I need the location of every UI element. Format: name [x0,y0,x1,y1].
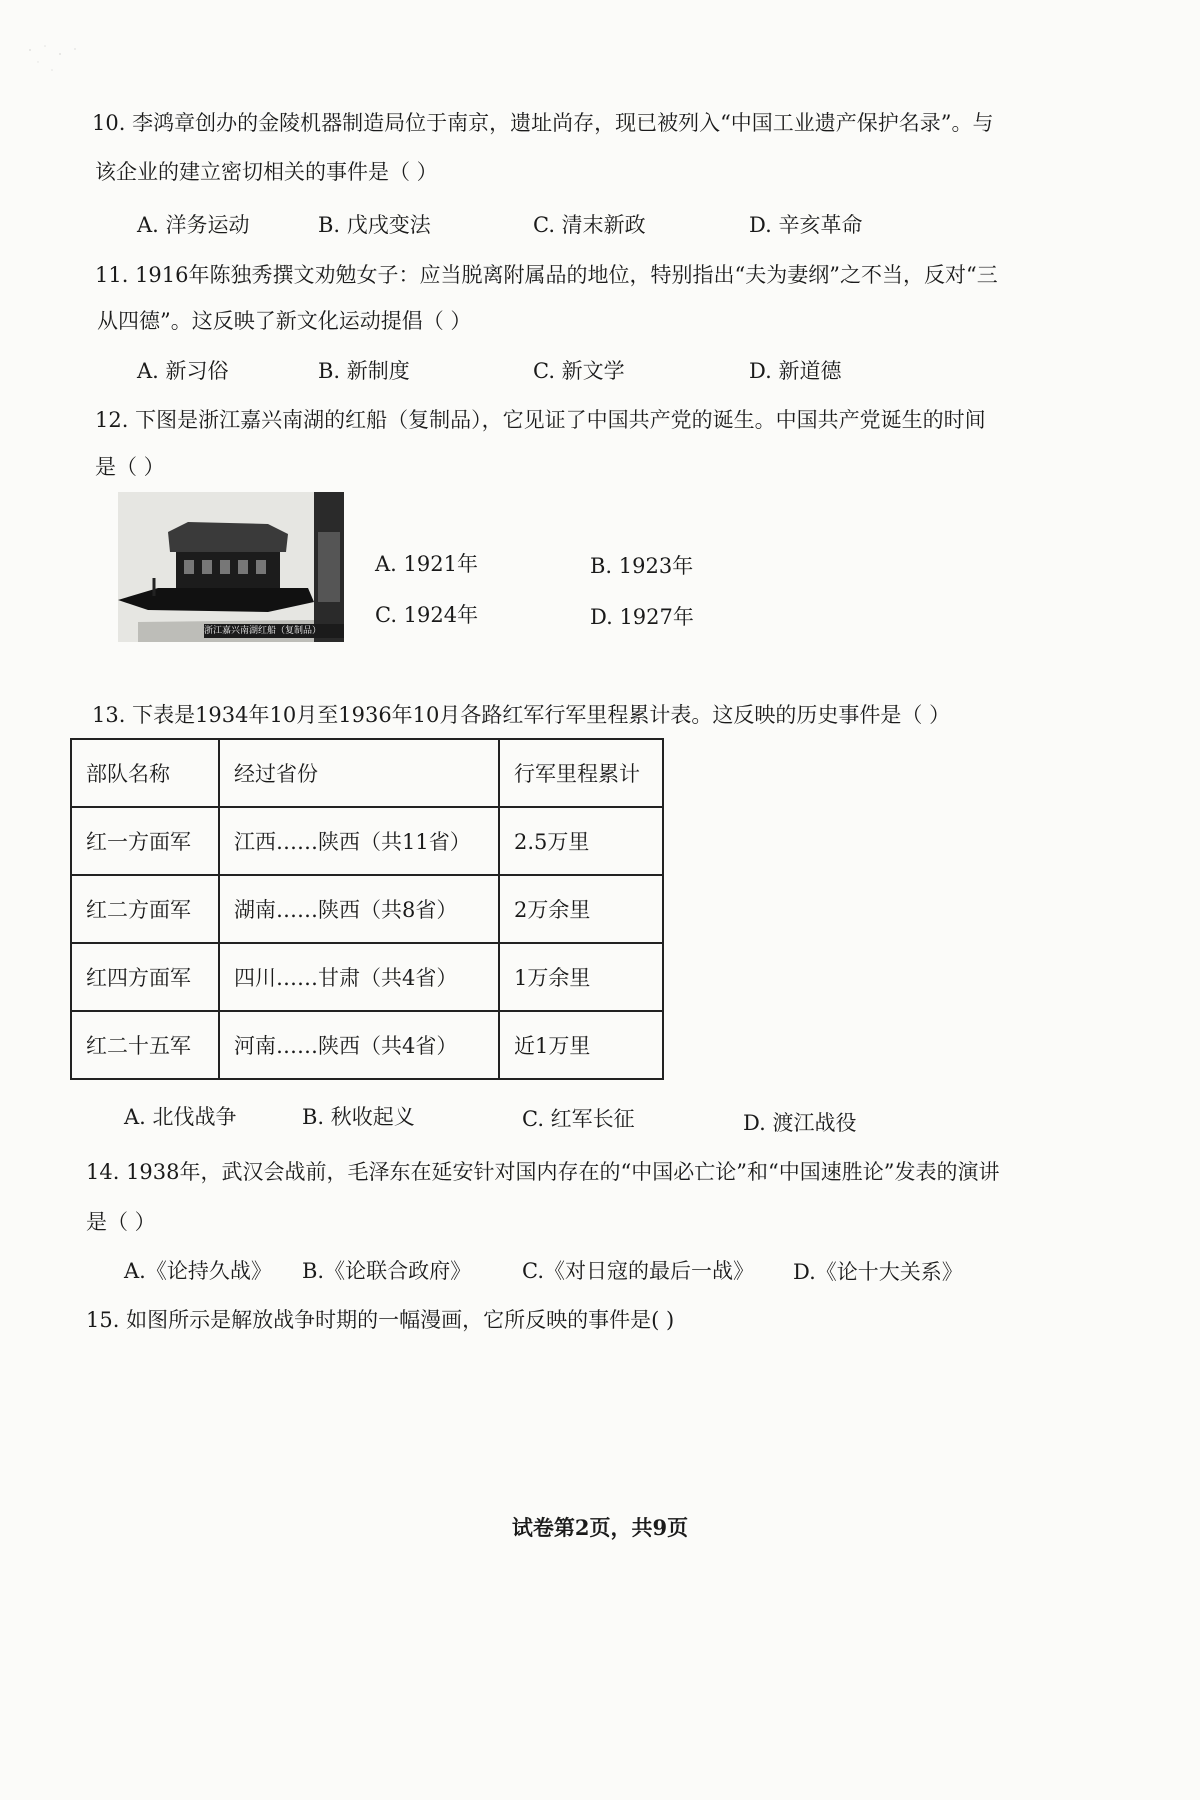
table-cell: 红二方面军 [71,875,219,943]
q14-option-d[interactable]: D.《论十大关系》 [793,1260,963,1284]
q12-option-d[interactable]: D. 1927年 [590,605,694,629]
scan-noise [20,40,100,90]
q14-option-c[interactable]: C.《对日寇的最后一战》 [522,1259,754,1283]
q10-option-d[interactable]: D. 辛亥革命 [749,213,863,237]
q11-option-d[interactable]: D. 新道德 [749,359,842,383]
q14-option-b[interactable]: B.《论联合政府》 [302,1259,472,1283]
q13-option-c[interactable]: C. 红军长征 [522,1107,635,1131]
table-cell: 四川……甘肃（共4省） [219,943,499,1011]
q11-option-c[interactable]: C. 新文学 [533,359,625,383]
table-cell: 江西……陕西（共11省） [219,807,499,875]
q11-option-b[interactable]: B. 新制度 [318,359,410,383]
q12-line2: 是（ ） [95,455,165,479]
photo-caption: 浙江嘉兴南湖红船（复制品） [204,624,344,638]
table-cell: 湖南……陕西（共8省） [219,875,499,943]
table-cell: 红四方面军 [71,943,219,1011]
q10-option-a[interactable]: A. 洋务运动 [137,213,250,237]
q11-line2: 从四德”。这反映了新文化运动提倡（ ） [97,309,472,333]
table-row [71,807,663,875]
q14-line2: 是（ ） [86,1210,156,1234]
q12-option-b[interactable]: B. 1923年 [590,554,694,578]
march-mileage-table [70,738,664,1080]
table-row [71,1011,663,1079]
table-header: 部队名称 [71,739,219,807]
table-header: 行军里程累计 [499,739,663,807]
table-row [71,943,663,1011]
table-row [71,875,663,943]
q14-option-a[interactable]: A.《论持久战》 [124,1259,272,1283]
q10-line2: 该企业的建立密切相关的事件是（ ） [95,160,438,184]
q10-line1: 10. 李鸿章创办的金陵机器制造局位于南京，遗址尚存，现已被列入“中国工业遗产保护名录”。与 [92,111,994,135]
q13-line1: 13. 下表是1934年10月至1936年10月各路红军行军里程累计表。这反映的历史事件是（ ） [92,703,951,727]
table-header-row [71,739,663,807]
table-cell: 红二十五军 [71,1011,219,1079]
q12-option-c[interactable]: C. 1924年 [375,603,479,627]
q10-option-c[interactable]: C. 清末新政 [533,213,646,237]
q12-option-a[interactable]: A. 1921年 [375,552,478,576]
table-cell: 2万余里 [499,875,663,943]
red-boat-photo [118,492,344,642]
q15-line1: 15. 如图所示是解放战争时期的一幅漫画，它所反映的事件是( ) [86,1308,675,1332]
table-cell: 1万余里 [499,943,663,1011]
q13-option-d[interactable]: D. 渡江战役 [743,1111,857,1135]
table-header: 经过省份 [219,739,499,807]
q14-line1: 14. 1938年，武汉会战前，毛泽东在延安针对国内存在的“中国必亡论”和“中国速胜论”发表的演讲 [86,1160,1000,1184]
table-cell: 红一方面军 [71,807,219,875]
q12-line1: 12. 下图是浙江嘉兴南湖的红船（复制品），它见证了中国共产党的诞生。中国共产党诞生的时间 [95,408,986,432]
table-cell: 近1万里 [499,1011,663,1079]
q11-line1: 11. 1916年陈独秀撰文劝勉女子：应当脱离附属品的地位，特别指出“夫为妻纲”之不当，反对“三 [95,263,998,287]
q13-option-b[interactable]: B. 秋收起义 [302,1105,415,1129]
q11-option-a[interactable]: A. 新习俗 [137,359,229,383]
table-cell: 河南……陕西（共4省） [219,1011,499,1079]
q13-option-a[interactable]: A. 北伐战争 [124,1105,237,1129]
q10-option-b[interactable]: B. 戊戌变法 [318,213,431,237]
page-footer: 试卷第2页，共9页 [511,1515,689,1540]
table-cell: 2.5万里 [499,807,663,875]
